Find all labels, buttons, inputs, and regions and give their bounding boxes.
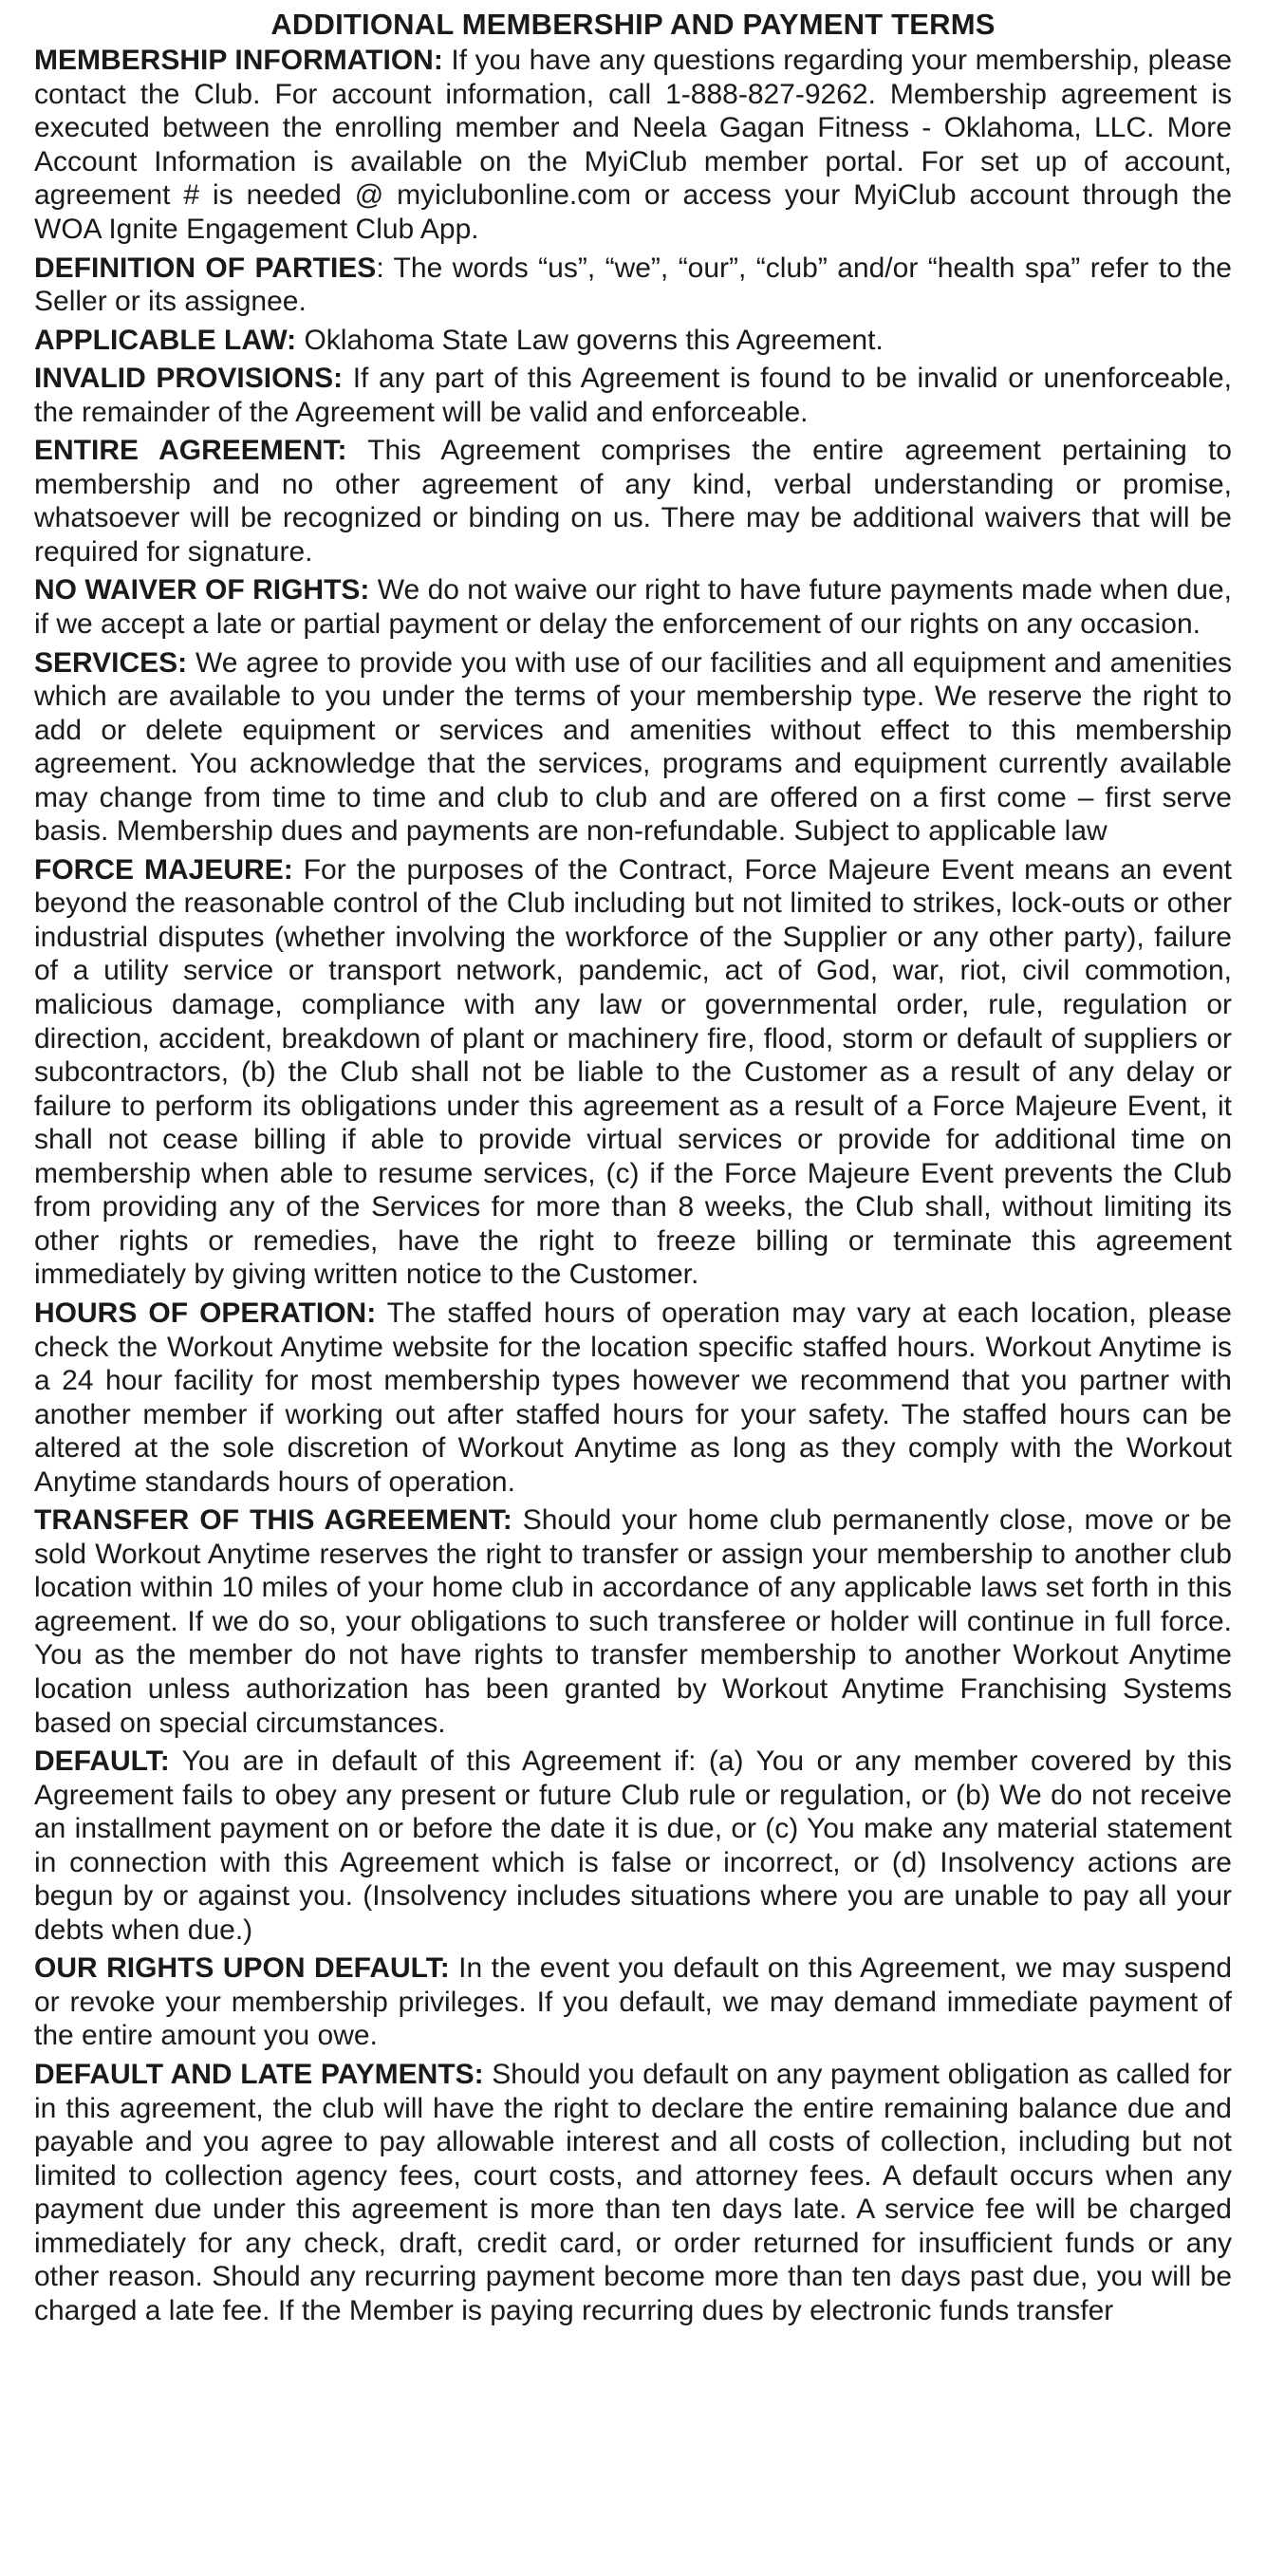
section-heading: MEMBERSHIP INFORMATION: — [34, 45, 443, 77]
section-heading: TRANSFER OF THIS AGREEMENT: — [34, 1504, 512, 1537]
section-heading: APPLICABLE LAW: — [34, 324, 297, 356]
terms-section — [34, 2058, 1232, 2327]
section-body: You are in default of this Agreement if: (a) You or any member covered by this Agreement fails to obey any present or future Club rule or regulation, or (b) We do not receive an installment payment on or before the date it is due, or (c) You make any material statement in connection with this Agreement which is false or incorrect, or (d) Insolvency actions are begun by or against you. (Insolvency includes situations where you are unable to pay all your debts when due.) — [34, 1745, 1232, 1946]
section-heading: DEFAULT: — [34, 1745, 170, 1778]
terms-section — [34, 853, 1232, 1292]
terms-section — [34, 646, 1232, 849]
section-body: This Agreement comprises the entire agreement pertaining to membership and no other agreement of any kind, verbal understanding or promise, whatsoever will be recognized or binding on us. There may be additional waivers that will be required for signature. — [34, 435, 1232, 568]
section-body: If any part of this Agreement is found to be invalid or unenforceable, the remainder of the Agreement will be valid and enforceable. — [34, 363, 1232, 428]
terms-section — [34, 1297, 1232, 1499]
section-body: We agree to provide you with use of our facilities and all equipment and amenities which are available to you under the terms of your membership type. We reserve the right to add or delete equipment or services and amenities without effect to this membership agreement. You acknowledge that the services, programs and equipment currently available may change from time to time and club to club and are offered on a first come – first serve basis. Membership dues and payments are non-refundable. Subject to applicable law — [34, 646, 1232, 848]
section-body: For the purposes of the Contract, Force Majeure Event means an event beyond the reasonable control of the Club including but not limited to strikes, lock-outs or other industrial disputes (whether involving the workforce of the Supplier or any other party), failure of a utility service or transport network, pandemic, act of God, war, riot, civil commotion, malicious damage, compliance with any law or governmental order, rule, regulation or direction, accident, breakdown of plant or machinery fire, flood, storm or default of suppliers or subcontractors, (b) the Club shall not be liable to the Customer as a result of any delay or failure to perform its obligations under this agreement as a result of a Force Majeure Event, it shall not cease billing if able to provide virtual services or provide for additional time on membership when able to resume services, (c) if the Force Majeure Event prevents the Club from providing any of the Services for more than 8 weeks, the Club shall, without limiting its other rights or remedies, have the right to freeze billing or terminate this agreement immediately by giving written notice to the Customer. — [34, 853, 1232, 1291]
section-body: The staffed hours of operation may vary at each location, please check the Workout Anytime website for the location specific staffed hours. Workout Anytime is a 24 hour facility for most membership types however we recommend that you partner with another member if working out after staffed hours for your safety. The staffed hours can be altered at the sole discretion of Workout Anytime as long as they comply with the Workout Anytime standards hours of operation. — [34, 1297, 1232, 1498]
section-heading: NO WAIVER OF RIGHTS: — [34, 574, 370, 607]
section-body: Should your home club permanently close, move or be sold Workout Anytime reserves the right to transfer or assign your membership to another club location within 10 miles of your home club in accordance of any applicable laws set forth in this agreement. If we do so, your obligations to such transferee or holder will continue in full force. You as the member do not have rights to transfer membership to another Workout Anytime location unless authorization has been granted by Workout Anytime Franchising Systems based on special circumstances. — [34, 1504, 1232, 1739]
terms-section — [34, 362, 1232, 429]
section-heading: INVALID PROVISIONS: — [34, 363, 344, 395]
section-heading: HOURS OF OPERATION: — [34, 1297, 377, 1329]
section-body: Should you default on any payment obligation as called for in this agreement, the club will have the right to declare the entire remaining balance due and payable and you agree to pay allowable interest and all costs of collection, including but not limited to collection agency fees, court costs, and attorney fees. A default occurs when any payment due under this agreement is more than ten days late. A service fee will be charged immediately for any check, draft, credit card, or order returned for insufficient funds or any other reason. Should any recurring payment become more than ten days past due, you will be charged a late fee. If the Member is paying recurring dues by electronic funds transfer — [34, 2058, 1232, 2326]
section-body: Oklahoma State Law governs this Agreement. — [296, 324, 884, 356]
document-title: ADDITIONAL MEMBERSHIP AND PAYMENT TERMS — [270, 8, 996, 41]
section-heading: FORCE MAJEURE: — [34, 853, 293, 886]
terms-section — [34, 434, 1232, 569]
section-heading: ENTIRE AGREEMENT: — [34, 435, 347, 467]
section-body: In the event you default on this Agreement, we may suspend or revoke your membership privileges. If you default, we may demand immediate payment of the entire amount you owe. — [34, 1952, 1232, 2052]
section-heading: SERVICES: — [34, 646, 188, 679]
terms-section — [34, 252, 1232, 319]
terms-section — [34, 1951, 1232, 2053]
section-heading: DEFAULT AND LATE PAYMENTS: — [34, 2058, 484, 2090]
section-body: : The words “us”, “we”, “our”, “club” and/or “health spa” refer to the Seller or its assignee. — [34, 252, 1232, 318]
terms-section — [34, 1503, 1232, 1740]
terms-section — [34, 1745, 1232, 1947]
terms-section — [34, 44, 1232, 246]
terms-section — [34, 573, 1232, 641]
section-heading: DEFINITION OF PARTIES — [34, 252, 377, 284]
terms-sections — [34, 44, 1232, 2327]
terms-section — [34, 324, 1232, 358]
section-heading: OUR RIGHTS UPON DEFAULT: — [34, 1952, 450, 1985]
section-body: If you have any questions regarding your membership, please contact the Club. For account information, call 1-888-827-9262. Membership agreement is executed between the enrolling member and Neela Gagan Fitness - Oklahoma, LLC. More Account Information is available on the MyiClub member portal. For set up of account, agreement # is needed @ myiclubonline.com or access your MyiClub account through the WOA Ignite Engagement Club App. — [34, 45, 1232, 245]
section-body: We do not waive our right to have future payments made when due, if we accept a late or partial payment or delay the enforcement of our rights on any occasion. — [34, 574, 1232, 641]
